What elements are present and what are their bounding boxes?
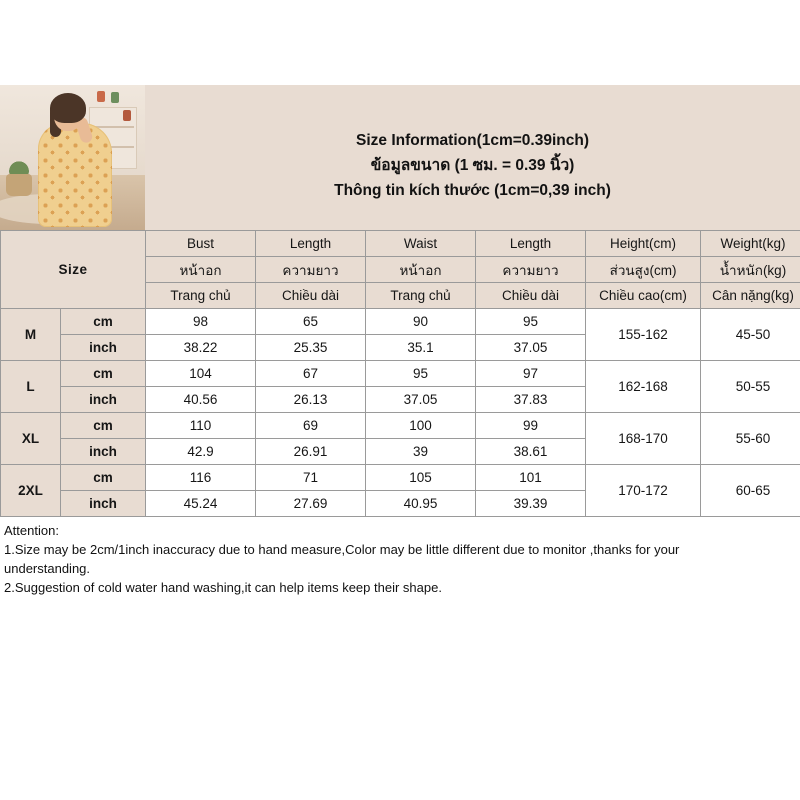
cell-xl-weight: 55-60 (701, 413, 800, 465)
cell-2xl-cm-length1: 71 (256, 465, 366, 491)
cell-xl-cm-length2: 99 (476, 413, 586, 439)
cell-2xl-inch-waist: 40.95 (366, 491, 476, 517)
cell-m-weight: 45-50 (701, 309, 800, 361)
cell-m-inch-bust: 38.22 (146, 335, 256, 361)
header-bust-en: Bust (146, 231, 256, 257)
cell-m-inch-length1: 25.35 (256, 335, 366, 361)
cell-xl-cm-waist: 100 (366, 413, 476, 439)
title-line-vi: Thông tin kích thước (1cm=0,39 inch) (334, 182, 611, 199)
title-line-th: ข้อมูลขนาด (1 ซม. = 0.39 นิ้ว) (370, 157, 575, 174)
cell-m-cm-waist: 90 (366, 309, 476, 335)
photo-jar-brown (123, 110, 131, 121)
row-size-xl: XL (1, 413, 61, 465)
cell-m-cm-length1: 65 (256, 309, 366, 335)
row-unit-inch: inch (61, 491, 146, 517)
row-unit-inch: inch (61, 335, 146, 361)
table-row (1, 361, 800, 387)
cell-l-cm-waist: 95 (366, 361, 476, 387)
header-waist-th: หน้าอก (366, 257, 476, 283)
photo-dress-pattern (38, 123, 112, 227)
header-waist-vi: Trang chủ (366, 283, 476, 309)
photo-basket (6, 174, 32, 196)
header-height-vi: Chiều cao(cm) (586, 283, 701, 309)
cell-xl-height: 168-170 (586, 413, 701, 465)
title-line-en: Size Information(1cm=0.39inch) (356, 132, 589, 149)
cell-xl-cm-length1: 69 (256, 413, 366, 439)
size-chart-sheet (0, 85, 800, 603)
header-band (0, 85, 800, 230)
cell-l-height: 162-168 (586, 361, 701, 413)
photo-model-hair (50, 93, 86, 123)
cell-m-inch-waist: 35.1 (366, 335, 476, 361)
photo-jar-green (111, 92, 119, 103)
photo-model-dress (38, 123, 112, 227)
cell-xl-inch-length2: 38.61 (476, 439, 586, 465)
header-bust-th: หน้าอก (146, 257, 256, 283)
attention-line-1-cont: understanding. (4, 561, 91, 576)
table-row (1, 465, 800, 491)
row-unit-cm: cm (61, 309, 146, 335)
row-size-l: L (1, 361, 61, 413)
header-length1-th: ความยาว (256, 257, 366, 283)
title-block (145, 85, 800, 230)
row-unit-inch: inch (61, 439, 146, 465)
row-size-2xl: 2XL (1, 465, 61, 517)
product-photo (0, 85, 145, 230)
cell-2xl-cm-waist: 105 (366, 465, 476, 491)
header-bust-vi: Trang chủ (146, 283, 256, 309)
attention-block (0, 517, 800, 603)
row-unit-cm: cm (61, 361, 146, 387)
cell-l-inch-bust: 40.56 (146, 387, 256, 413)
cell-xl-cm-bust: 110 (146, 413, 256, 439)
table-row (1, 413, 800, 439)
header-weight-th: น้ำหนัก(kg) (701, 257, 800, 283)
cell-xl-inch-bust: 42.9 (146, 439, 256, 465)
row-size-m: M (1, 309, 61, 361)
header-length1-vi: Chiều dài (256, 283, 366, 309)
cell-m-height: 155-162 (586, 309, 701, 361)
header-length2-th: ความยาว (476, 257, 586, 283)
cell-xl-inch-length1: 26.91 (256, 439, 366, 465)
cell-2xl-inch-bust: 45.24 (146, 491, 256, 517)
cell-l-inch-length1: 26.13 (256, 387, 366, 413)
photo-plant (4, 152, 34, 176)
cell-2xl-cm-bust: 116 (146, 465, 256, 491)
cell-2xl-cm-length2: 101 (476, 465, 586, 491)
table-row (1, 309, 800, 335)
cell-2xl-weight: 60-65 (701, 465, 800, 517)
cell-l-weight: 50-55 (701, 361, 800, 413)
cell-l-inch-waist: 37.05 (366, 387, 476, 413)
cell-xl-inch-waist: 39 (366, 439, 476, 465)
cell-l-cm-length2: 97 (476, 361, 586, 387)
cell-m-inch-length2: 37.05 (476, 335, 586, 361)
cell-m-cm-length2: 95 (476, 309, 586, 335)
table-header-row-en (1, 231, 800, 257)
cell-2xl-height: 170-172 (586, 465, 701, 517)
photo-jar-red (97, 91, 105, 102)
attention-heading: Attention: (4, 523, 59, 538)
header-length1-en: Length (256, 231, 366, 257)
cell-2xl-inch-length1: 27.69 (256, 491, 366, 517)
header-waist-en: Waist (366, 231, 476, 257)
row-unit-cm: cm (61, 413, 146, 439)
size-table (0, 230, 800, 517)
cell-l-cm-bust: 104 (146, 361, 256, 387)
cell-2xl-inch-length2: 39.39 (476, 491, 586, 517)
row-unit-inch: inch (61, 387, 146, 413)
attention-line-2: 2.Suggestion of cold water hand washing,it can help items keep their shape. (4, 580, 442, 595)
header-height-th: ส่วนสูง(cm) (586, 257, 701, 283)
cell-l-cm-length1: 67 (256, 361, 366, 387)
attention-line-1: 1.Size may be 2cm/1inch inaccuracy due to hand measure,Color may be little different due to monitor ,thanks for your (4, 542, 680, 557)
header-height-en: Height(cm) (586, 231, 701, 257)
header-length2-vi: Chiều dài (476, 283, 586, 309)
header-weight-en: Weight(kg) (701, 231, 800, 257)
header-size-label: Size (1, 231, 146, 309)
row-unit-cm: cm (61, 465, 146, 491)
cell-l-inch-length2: 37.83 (476, 387, 586, 413)
header-length2-en: Length (476, 231, 586, 257)
cell-m-cm-bust: 98 (146, 309, 256, 335)
header-weight-vi: Cân nặng(kg) (701, 283, 800, 309)
